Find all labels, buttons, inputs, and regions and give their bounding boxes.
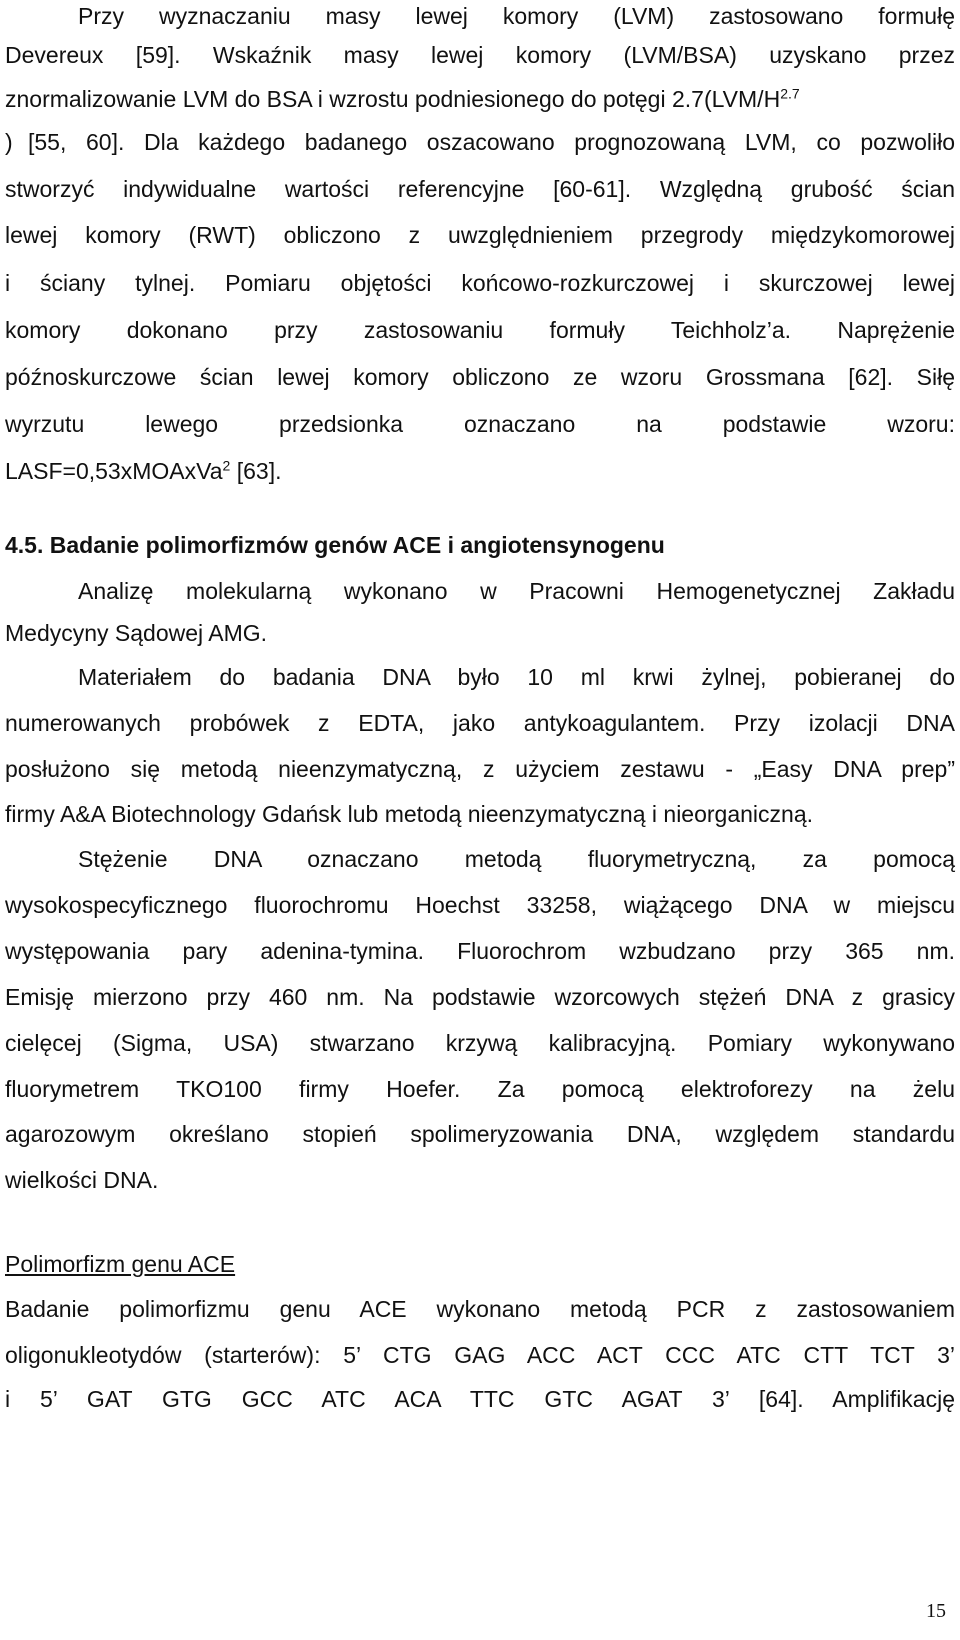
paragraph-line: lewej komory (RWT) obliczono z uwzględnieniem przegrody międzykomorowej [5,222,955,248]
paragraph-line: wyrzutu lewego przedsionka oznaczano na podstawie wzoru: [5,411,955,437]
text-run: LASF=0,53xMOAxVa [5,458,223,484]
paragraph-line: występowania pary adenina-tymina. Fluorochrom wzbudzano przy 365 nm. [5,938,955,964]
paragraph-line: fluorymetrem TKO100 firmy Hoefer. Za pomocą elektroforezy na żelu [5,1076,955,1102]
paragraph-line [5,458,955,485]
paragraph-line: firmy A&A Biotechnology Gdańsk lub metodą nieenzymatyczną i nieorganiczną. [5,801,813,827]
paragraph-line: Stężenie DNA oznaczano metodą fluorymetryczną, za pomocą [78,846,955,872]
paragraph-line: Medycyny Sądowej AMG. [5,620,268,646]
paragraph-line: wysokospecyficznego fluorochromu Hoechst 33258, wiążącego DNA w miejscu [5,892,955,918]
paragraph-line: Badanie polimorfizmu genu ACE wykonano metodą PCR z zastosowaniem [5,1296,955,1322]
text-run: [63]. [230,458,282,484]
paragraph-line: Analizę molekularną wykonano w Pracowni Hemogenetycznej Zakładu [78,578,955,604]
text-run: ) [5,129,13,155]
section-heading: 4.5. Badanie polimorfizmów genów ACE i angiotensynogenu [5,532,665,558]
paragraph-line: Materiałem do badania DNA było 10 ml krwi żylnej, pobieranej do [78,664,955,690]
paragraph-line: wielkości DNA. [5,1167,159,1193]
paragraph-line: Emisję mierzono przy 460 nm. Na podstawie wzorcowych stężeń DNA z grasicy [5,984,955,1010]
paragraph-line: i ściany tylnej. Pomiaru objętości końcowo-rozkurczowej i skurczowej lewej [5,270,955,296]
text-run: znormalizowanie LVM do BSA i wzrostu podniesionego do potęgi 2.7(LVM/H [5,86,781,112]
superscript: 2.7 [780,85,800,102]
paragraph-line: Przy wyznaczaniu masy lewej komory (LVM) zastosowano formułę [78,3,955,29]
paragraph-line: posłużono się metodą nieenzymatyczną, z użyciem zestawu - „Easy DNA prep” [5,756,955,782]
subsection-heading: Polimorfizm genu ACE [5,1251,236,1277]
paragraph-line: [55, 60]. Dla każdego badanego oszacowano prognozowaną LVM, co pozwoliło [28,129,955,155]
paragraph-line: agarozowym określano stopień spolimeryzowania DNA, względem standardu [5,1121,955,1147]
paragraph-line: i 5’ GAT GTG GCC ATC ACA TTC GTC AGAT 3’ [64]. Amplifikację [5,1386,955,1412]
superscript: 2 [222,457,231,474]
paragraph-line: późnoskurczowe ścian lewej komory obliczono ze wzoru Grossmana [62]. Siłę [5,364,955,390]
paragraph-line: cielęcej (Sigma, USA) stwarzano krzywą kalibracyjną. Pomiary wykonywano [5,1030,955,1056]
paragraph-line: Devereux [59]. Wskaźnik masy lewej komory (LVM/BSA) uzyskano przez [5,42,955,68]
page-number: 15 [926,1600,946,1622]
paragraph-line: komory dokonano przy zastosowaniu formuły Teichholz’a. Naprężenie [5,317,955,343]
paragraph-line [5,86,955,113]
paragraph-line: oligonukleotydów (starterów): 5’ CTG GAG ACC ACT CCC ATC CTT TCT 3’ [5,1342,955,1368]
paragraph-line: numerowanych probówek z EDTA, jako antykoagulantem. Przy izolacji DNA [5,710,955,736]
paragraph-line: stworzyć indywidualne wartości referencyjne [60-61]. Względną grubość ścian [5,176,955,202]
